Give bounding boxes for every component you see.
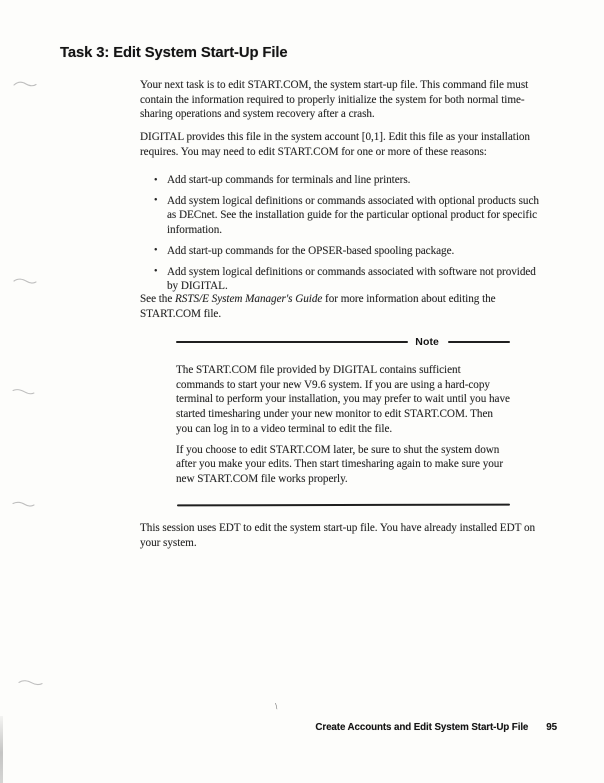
note-label: Note <box>415 336 439 348</box>
margin-scan-artifact <box>12 499 35 509</box>
bullet-icon: • <box>154 195 158 207</box>
margin-scan-artifact <box>18 677 43 689</box>
closing-paragraph: This session uses EDT to edit the system start-up file. You have already installed EDT on your system. <box>140 522 536 549</box>
footer-page-number: 95 <box>546 722 557 733</box>
note-rule-left <box>176 341 408 343</box>
note-block <box>176 336 510 487</box>
margin-scan-artifact <box>13 79 37 89</box>
note-header <box>176 336 510 348</box>
margin-scan-artifact <box>12 386 35 396</box>
reasons-list <box>154 173 542 300</box>
note-paragraph-1: The START.COM file provided by DIGITAL contains sufficient commands to start your new V9.6 system. If you are using a hard-copy terminal to perform your installation, you may prefer to wait until you have started timesharing under your new monitor to edit START.COM. Then you can log in to a video terminal to edit the file. <box>176 364 510 435</box>
intro-paragraph-1: Your next task is to edit START.COM, the system start-up file. This command file must contain the information required to properly initialize the system for both normal time-sharing operations and system recovery after a crash. <box>140 79 529 121</box>
note-bottom-rule <box>177 504 510 507</box>
bullet-icon: • <box>154 245 158 257</box>
footer-running-title: Create Accounts and Edit System Start-Up File <box>315 722 529 733</box>
guide-reference-paragraph <box>140 292 546 321</box>
guide-reference-after: for more information about editing the START.COM file. <box>140 293 496 320</box>
list-item <box>154 265 542 294</box>
list-item <box>154 244 542 259</box>
cited-manual-title: RSTS/E System Manager's Guide <box>175 293 323 305</box>
stray-ink-mark: \ <box>274 700 279 712</box>
intro-paragraph-2: DIGITAL provides this file in the system account [0,1]. Edit this file as your installation requires. You may need to edit START.COM for one or more of these reasons: <box>140 131 530 158</box>
bullet-icon: • <box>154 174 158 186</box>
margin-scan-artifact <box>13 276 37 286</box>
list-item-text: Add system logical definitions or commands associated with software not provided by DIGITAL. <box>167 265 536 293</box>
list-item-text: Add start-up commands for terminals and line printers. <box>167 174 411 186</box>
page-footer <box>315 722 557 733</box>
bullet-icon: • <box>154 266 158 278</box>
list-item <box>154 194 542 238</box>
guide-reference-before: See the <box>140 293 176 305</box>
page-title: Task 3: Edit System Start-Up File <box>60 45 288 61</box>
list-item-text: Add system logical definitions or commands associated with optional products such as DECnet. See the installation guide for the particular optional product for specific information. <box>167 194 539 237</box>
list-item <box>154 173 542 188</box>
page-edge-shadow <box>0 716 3 783</box>
note-paragraph-2: If you choose to edit START.COM later, be sure to shut the system down after you make your edits. Then start timesharing again to make sure your new START.COM file works properly. <box>176 443 504 485</box>
list-item-text: Add start-up commands for the OPSER-based spooling package. <box>167 244 455 257</box>
note-rule-right <box>448 341 510 343</box>
